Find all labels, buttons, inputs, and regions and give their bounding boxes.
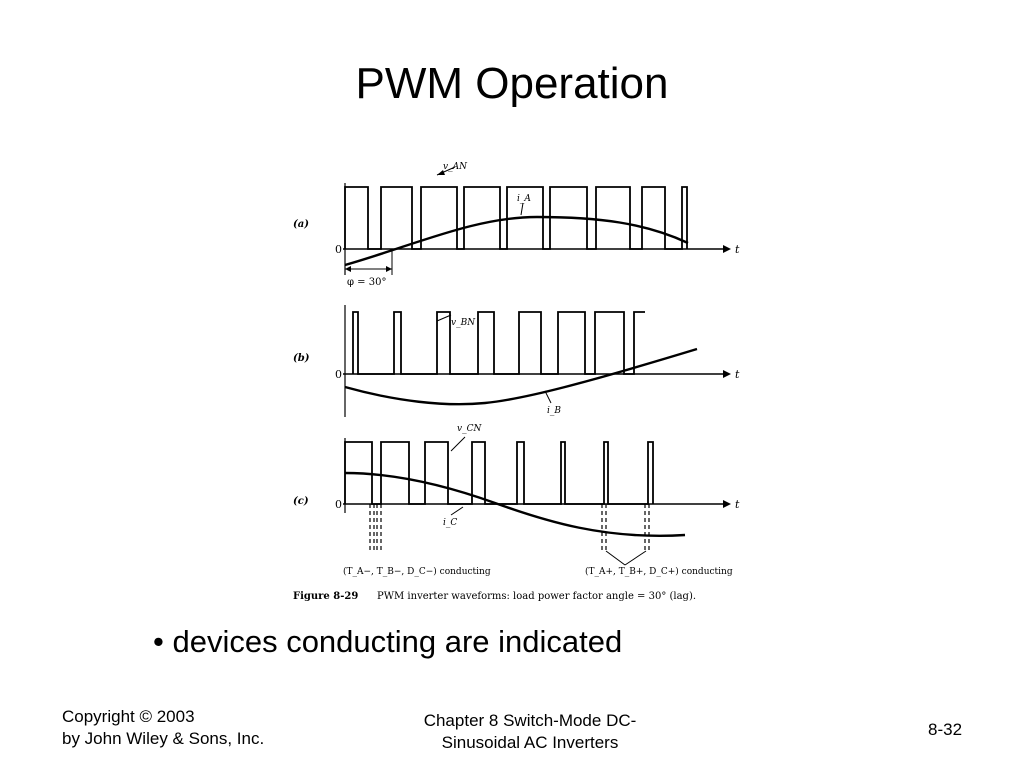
time-label-c: t bbox=[735, 498, 740, 511]
chapter-line-1: Chapter 8 Switch-Mode DC- bbox=[423, 711, 637, 730]
current-label-c: i_C bbox=[443, 518, 458, 528]
phase-annotation: φ = 30° bbox=[347, 277, 387, 288]
voltage-label-a: v_AN bbox=[443, 162, 467, 172]
zero-label-a: 0 bbox=[335, 243, 342, 256]
voltage-label-c: v_CN bbox=[457, 424, 482, 434]
panel-label-c: (c) bbox=[293, 496, 309, 507]
figure-caption-text: PWM inverter waveforms: load power factor angle = 30° (lag). bbox=[377, 591, 697, 602]
current-wave-a bbox=[345, 217, 688, 265]
footer-chapter bbox=[380, 710, 680, 754]
figure-caption-number: Figure 8-29 bbox=[293, 591, 359, 602]
pwm-waveform-figure bbox=[285, 155, 745, 610]
panel-label-b: (b) bbox=[293, 353, 310, 364]
slide-title: PWM Operation bbox=[355, 59, 669, 108]
current-wave-b bbox=[345, 349, 697, 404]
pulse-train-c bbox=[345, 442, 653, 504]
copyright-line-1: Copyright © 2003 bbox=[62, 707, 195, 726]
arrow-a bbox=[723, 245, 731, 253]
zero-label-b: 0 bbox=[335, 368, 342, 381]
conducting-label-right: (T_A+, T_B+, D_C+) conducting bbox=[585, 567, 733, 577]
time-label-a: t bbox=[735, 243, 740, 256]
chapter-line-2: Sinusoidal AC Inverters bbox=[441, 733, 619, 752]
waveform-diagram bbox=[285, 155, 745, 610]
current-label-a: i_A bbox=[517, 194, 531, 204]
zero-label-c: 0 bbox=[335, 498, 342, 511]
panel-label-a: (a) bbox=[293, 219, 309, 230]
footer-page-number: 8-32 bbox=[928, 720, 963, 739]
arrow-b bbox=[723, 370, 731, 378]
footer-copyright bbox=[62, 706, 264, 750]
bullet-point: • devices conducting are indicated bbox=[153, 624, 623, 659]
copyright-line-2: by John Wiley & Sons, Inc. bbox=[62, 729, 265, 748]
voltage-label-b: v_BN bbox=[451, 318, 476, 328]
time-label-b: t bbox=[735, 368, 740, 381]
conducting-label-left: (T_A−, T_B−, D_C−) conducting bbox=[343, 567, 491, 577]
pulse-train-b bbox=[353, 312, 645, 374]
arrow-c bbox=[723, 500, 731, 508]
current-label-b: i_B bbox=[547, 406, 561, 416]
